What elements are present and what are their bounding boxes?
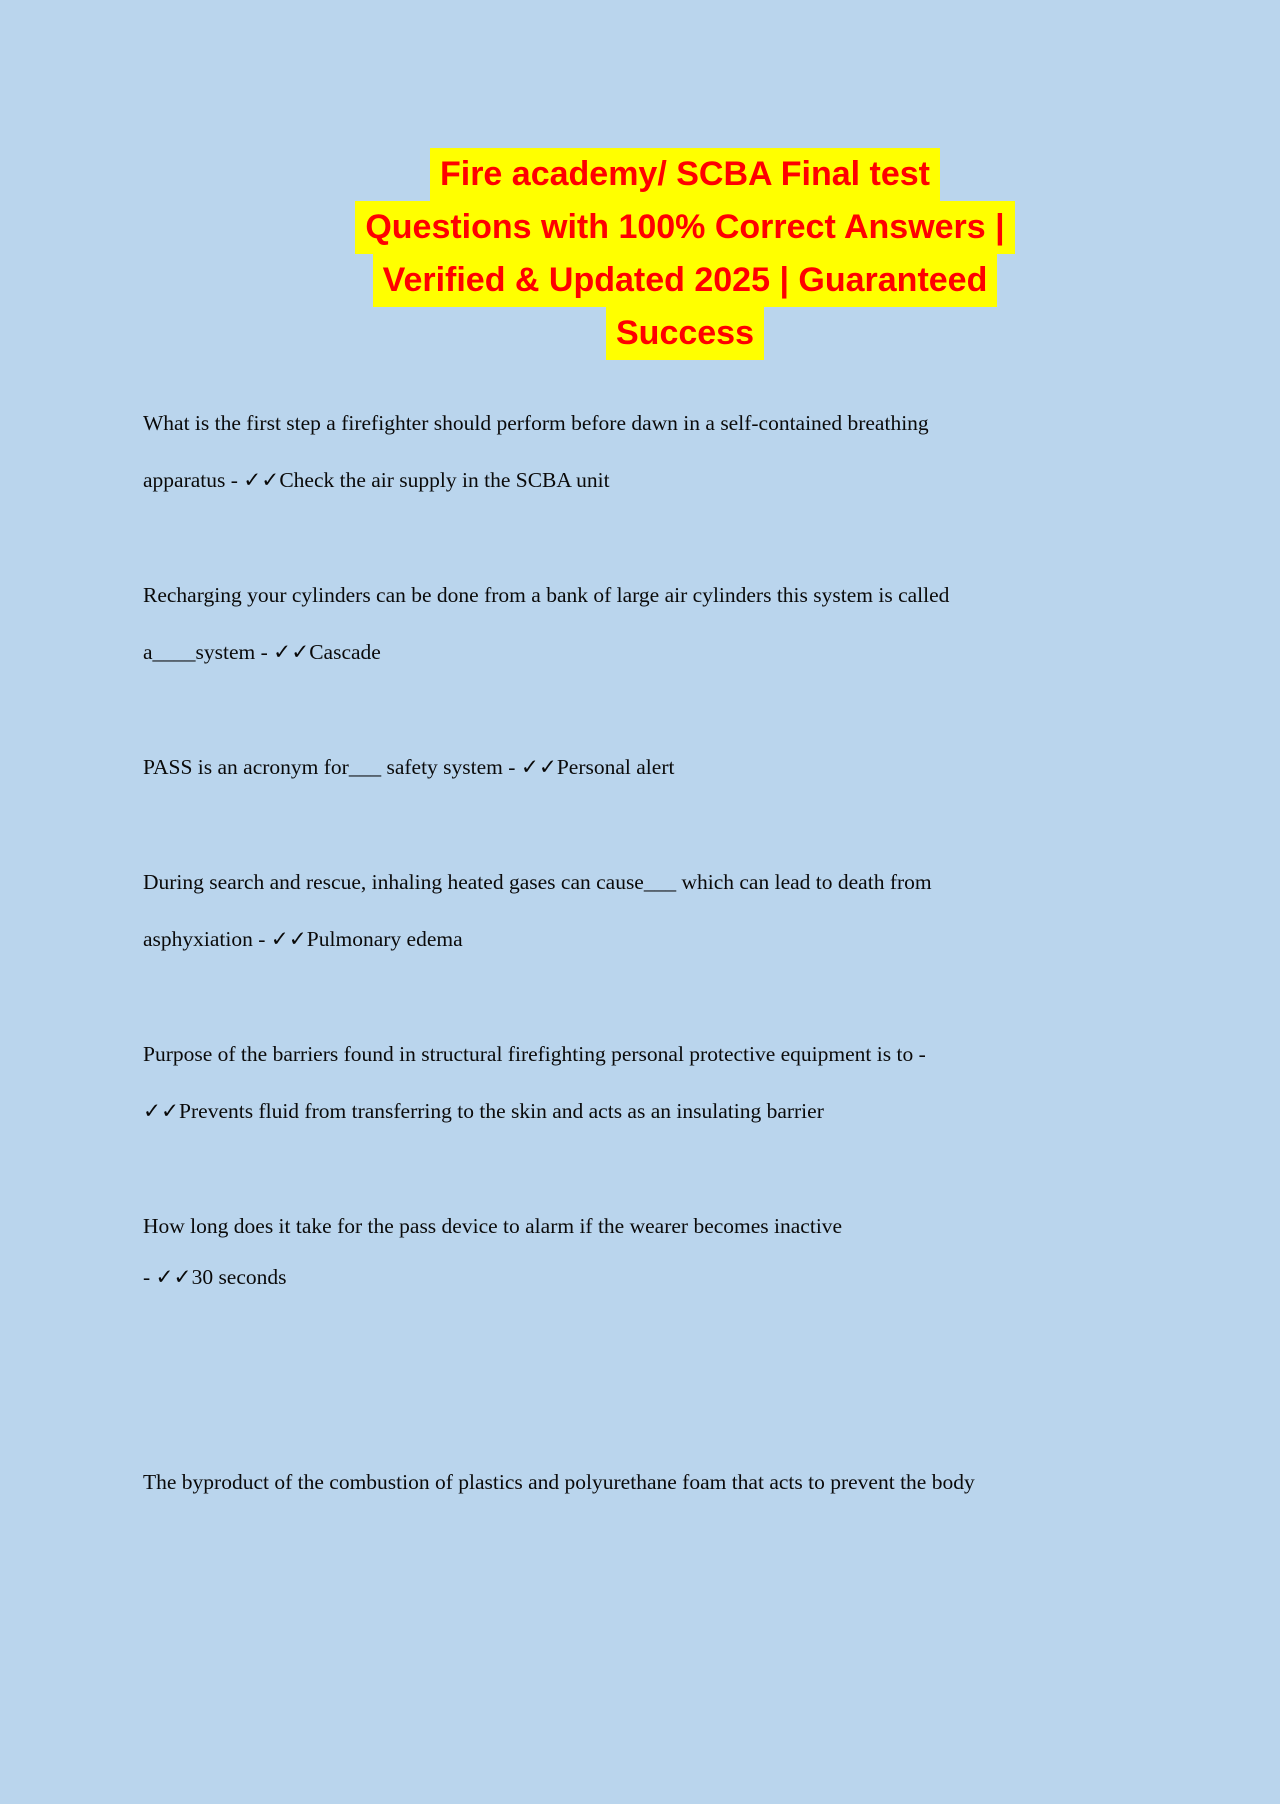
qa-line: How long does it take for the pass device to alarm if the wearer becomes inactive <box>143 1214 843 1238</box>
qa-list <box>143 395 1190 1511</box>
qa-block <box>143 1026 1190 1140</box>
qa-block <box>143 567 1190 681</box>
title-highlight: Verified & Updated 2025 | Guaranteed <box>373 254 998 307</box>
title-highlight: Questions with 100% Correct Answers | <box>355 201 1014 254</box>
title-line <box>143 148 1227 201</box>
title-line <box>143 201 1227 254</box>
qa-line: During search and rescue, inhaling heated gases can cause___ which can lead to death from <box>143 870 932 894</box>
qa-line: Recharging your cylinders can be done from a bank of large air cylinders this system is called <box>143 583 950 607</box>
qa-block <box>143 1198 1190 1299</box>
qa-line: Purpose of the barriers found in structural firefighting personal protective equipment is to - <box>143 1042 926 1066</box>
qa-block <box>143 739 1190 796</box>
qa-line: apparatus - ✓✓Check the air supply in the SCBA unit <box>143 468 610 492</box>
title-line <box>143 307 1227 360</box>
document-title <box>143 148 1227 360</box>
qa-line: asphyxiation - ✓✓Pulmonary edema <box>143 927 463 951</box>
title-highlight: Fire academy/ SCBA Final test <box>430 148 940 201</box>
qa-line: The byproduct of the combustion of plastics and polyurethane foam that acts to prevent the body <box>143 1470 975 1494</box>
qa-line: a____system - ✓✓Cascade <box>143 640 381 664</box>
qa-block <box>143 854 1190 968</box>
qa-line: - ✓✓30 seconds <box>143 1265 287 1289</box>
qa-line: What is the first step a firefighter should perform before dawn in a self-contained breathing <box>143 411 929 435</box>
qa-block <box>143 395 1190 509</box>
title-highlight: Success <box>606 307 764 360</box>
qa-line: ✓✓Prevents fluid from transferring to the skin and acts as an insulating barrier <box>143 1099 824 1123</box>
document-page <box>0 148 1280 1804</box>
qa-line: PASS is an acronym for___ safety system - ✓✓Personal alert <box>143 755 675 779</box>
qa-block <box>143 1454 1190 1511</box>
title-line <box>143 254 1227 307</box>
